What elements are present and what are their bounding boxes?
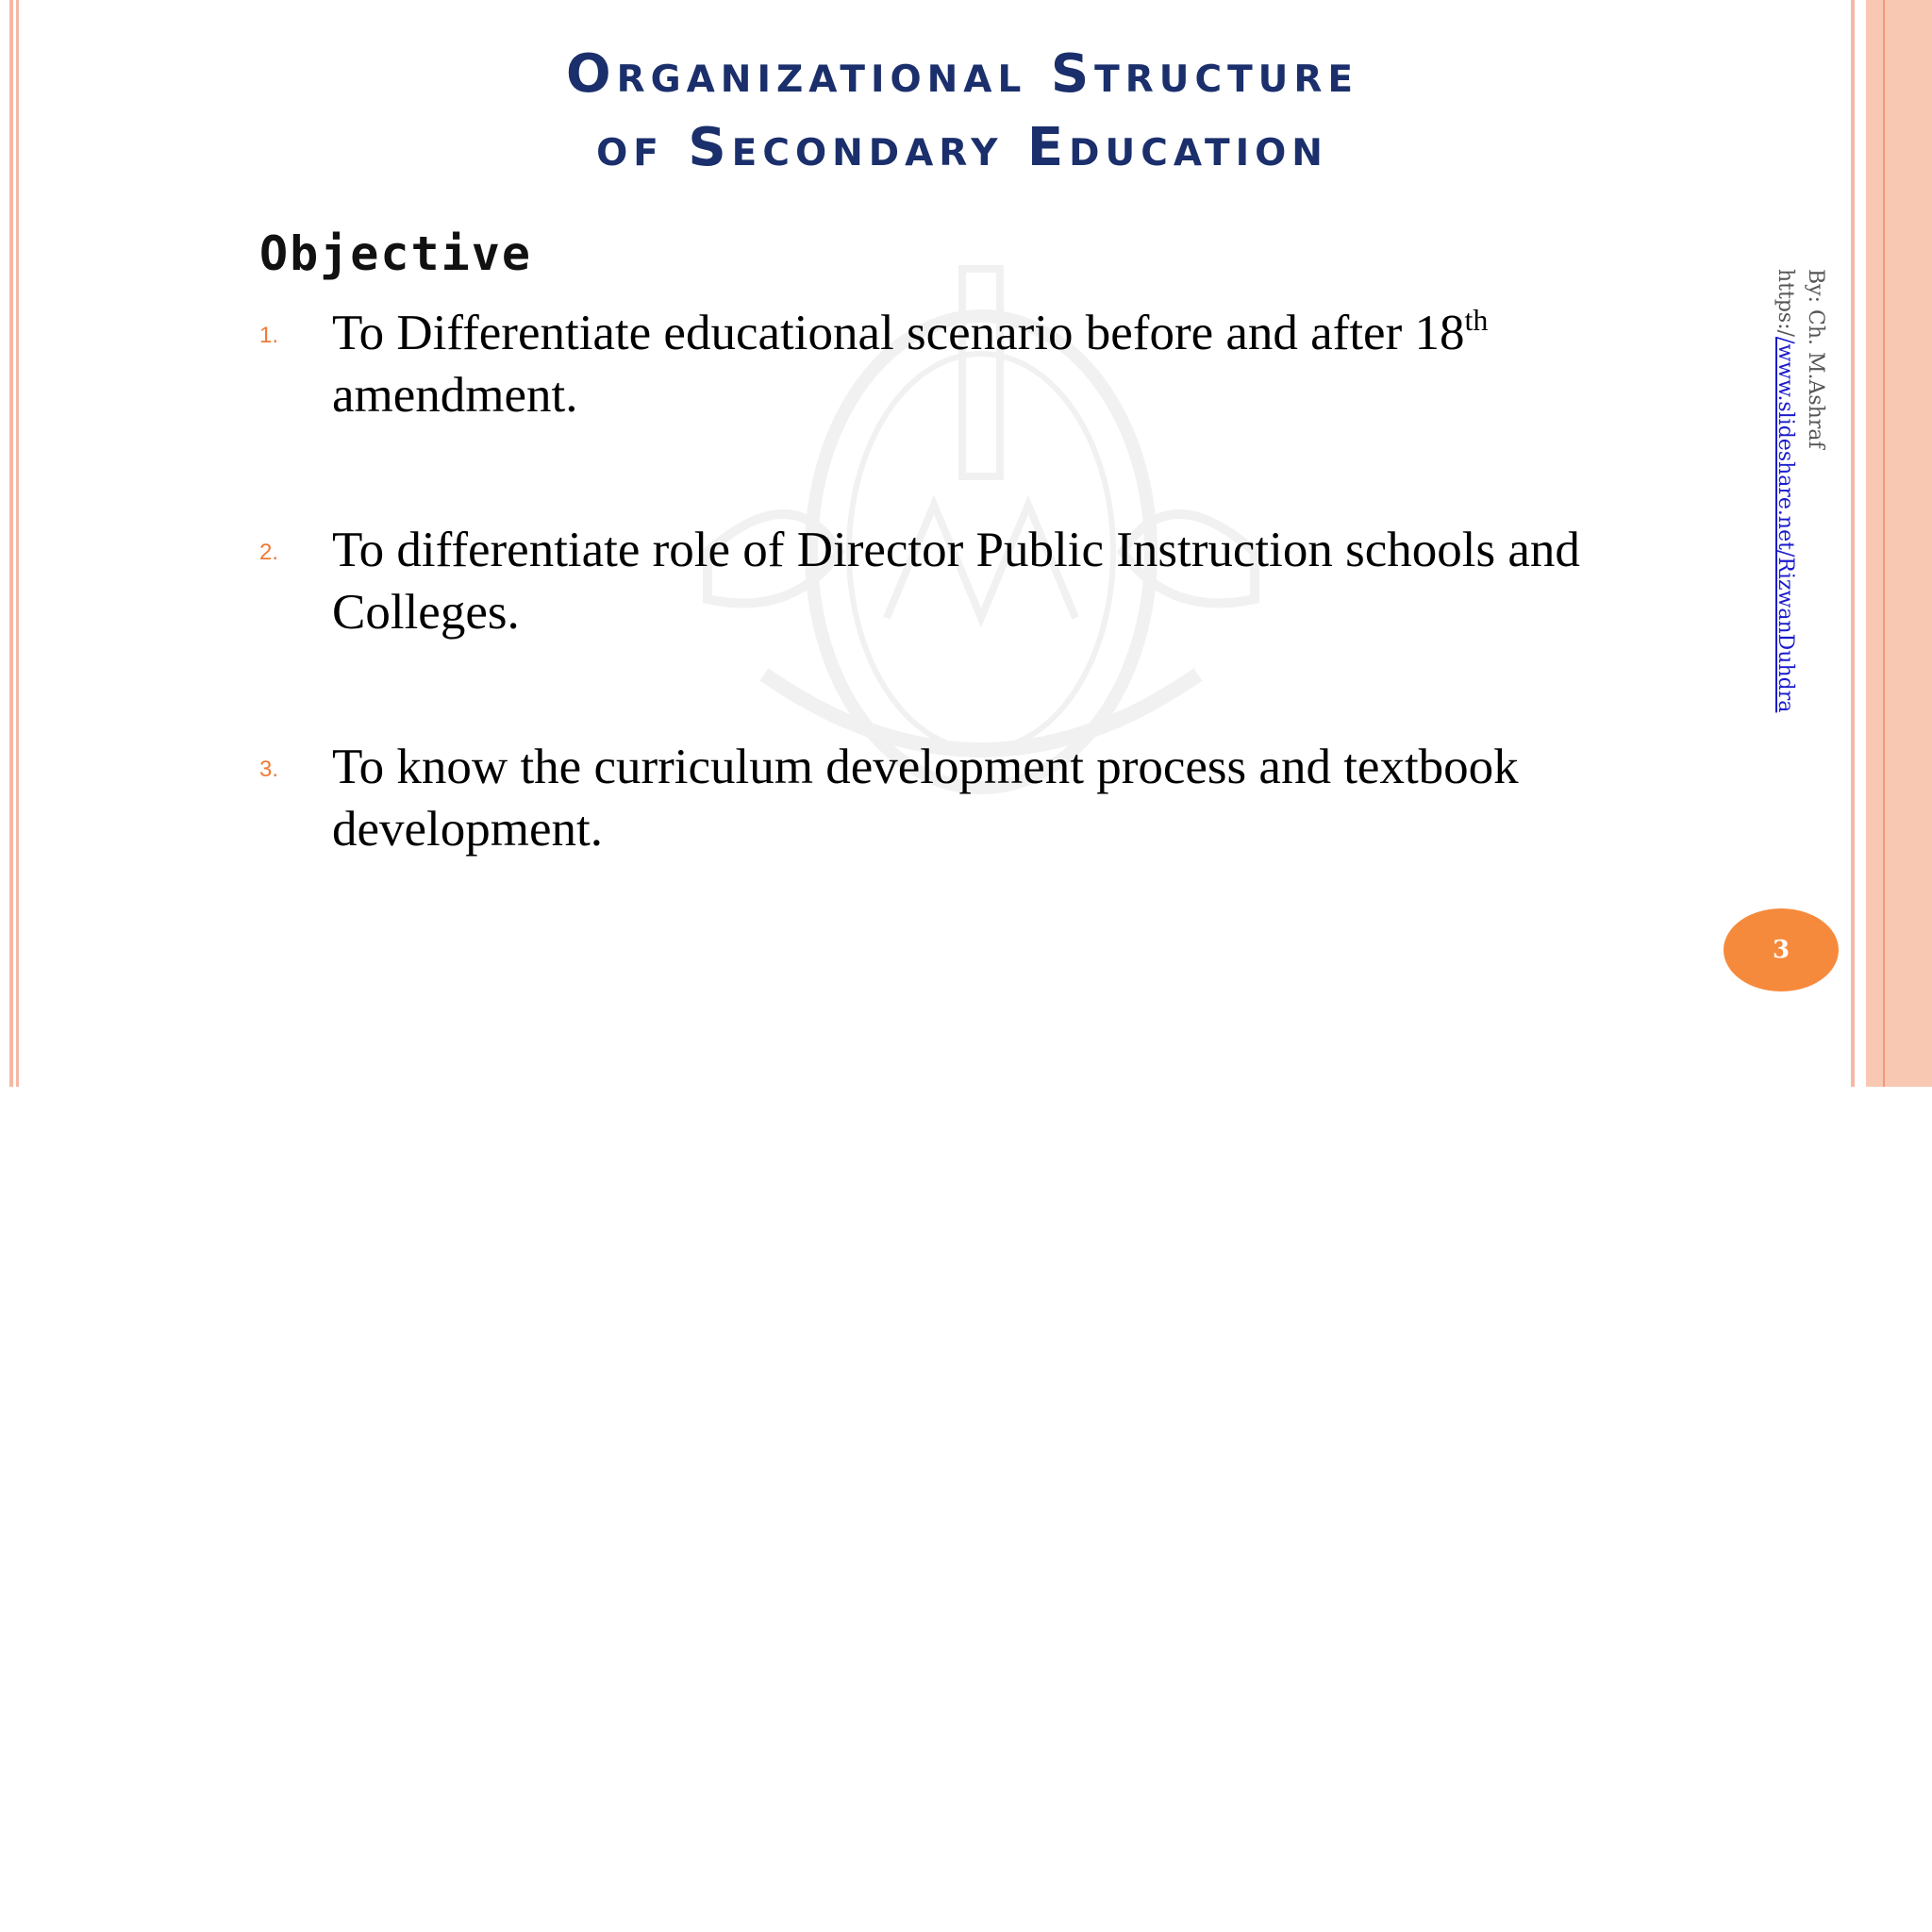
author-name: By: Ch. M.Ashraf: [1804, 269, 1827, 449]
author-credit: [1770, 269, 1830, 712]
list-item-number: 2.: [259, 540, 279, 565]
slide-title-line: of Secondary Education: [596, 117, 1328, 178]
list-item-text-part: To Differentiate educational scenario before and after 18: [332, 306, 1465, 360]
left-border-line: [9, 0, 13, 1087]
author-url-prefix: https:/: [1774, 269, 1797, 338]
right-decorative-band: [1866, 0, 1932, 1087]
slide-title: [283, 38, 1641, 185]
list-item-text-part: amendment.: [332, 368, 578, 423]
list-item-number: 3.: [259, 757, 279, 782]
slide-title-line: Organizational Structure: [565, 43, 1359, 105]
left-border-line: [16, 0, 19, 1087]
slideshare-link[interactable]: /www.slideshare.net/RizwanDuhdra: [1774, 337, 1797, 713]
right-border-line: [1883, 0, 1885, 1087]
page-number-badge: 3: [1724, 908, 1839, 991]
section-heading: Objective: [259, 226, 532, 281]
list-item-text: To know the curriculum development process and textbook development.: [332, 740, 1519, 857]
superscript: th: [1464, 303, 1489, 337]
list-item-text: [332, 302, 1709, 426]
list-item-text: To differentiate role of Director Public Instruction schools and Colleges.: [332, 523, 1580, 640]
right-border-gap: [1855, 0, 1866, 1087]
list-item-number: 1.: [259, 323, 279, 348]
author-url: [1770, 269, 1800, 712]
